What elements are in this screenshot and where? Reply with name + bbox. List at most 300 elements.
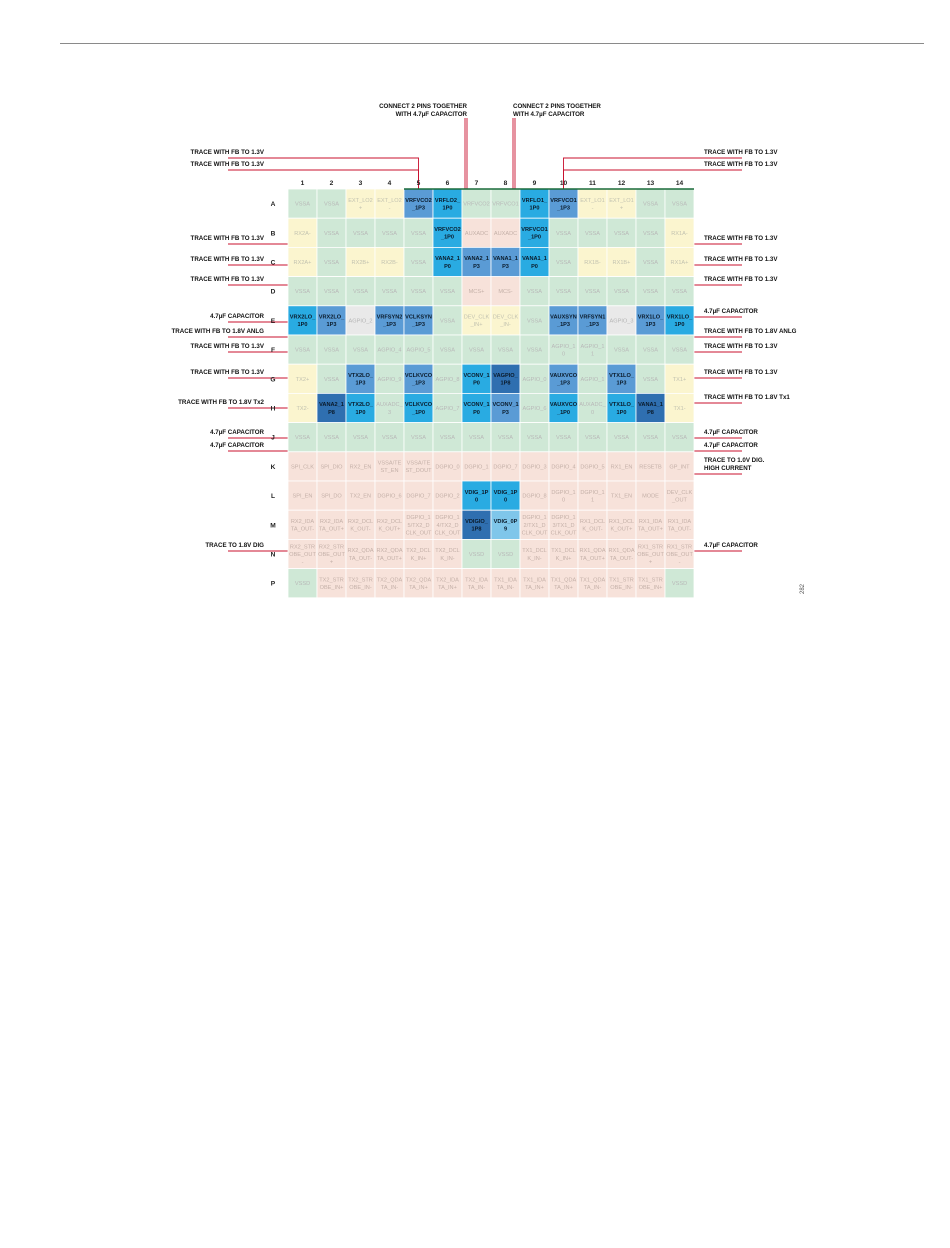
pin-label: TA_IN+ bbox=[438, 585, 457, 591]
pin-label: OBE_OUT bbox=[637, 552, 664, 558]
pin-label: _1P3 bbox=[556, 380, 571, 387]
pin-cell bbox=[491, 218, 520, 247]
pin-cell bbox=[578, 364, 607, 393]
pin-cell bbox=[491, 423, 520, 452]
pin-label: RX1_STR bbox=[666, 544, 693, 551]
pin-cell bbox=[578, 539, 607, 568]
pin-cell bbox=[404, 306, 433, 335]
pin-label: ST_EN bbox=[380, 468, 399, 475]
pin-cell bbox=[288, 452, 317, 481]
row-header: G bbox=[270, 376, 276, 384]
pin-label: DEV_CLK bbox=[463, 314, 490, 321]
pin-label: VSSA bbox=[672, 347, 687, 354]
pin-cell bbox=[433, 247, 462, 276]
column-header: 3 bbox=[358, 180, 363, 187]
pin-cell bbox=[375, 452, 404, 481]
pin-label: TA_OUT+ bbox=[377, 555, 402, 562]
pin-cell bbox=[433, 189, 462, 218]
pin-label: VSSA bbox=[440, 347, 455, 354]
pin-label: TX2_DCL bbox=[435, 548, 460, 555]
pin-label: TA_IN- bbox=[496, 585, 515, 591]
pin-label: VRX1LO_ bbox=[637, 314, 664, 321]
pin-cell bbox=[665, 189, 694, 218]
pin-cell bbox=[578, 218, 607, 247]
pin-cell bbox=[404, 481, 433, 510]
pin-cell bbox=[607, 364, 636, 393]
pin-label: 1P0 bbox=[297, 322, 308, 329]
pin-label: TA_OUT- bbox=[290, 526, 315, 533]
pin-label: 2/TX1_D bbox=[523, 522, 546, 529]
column-header: 11 bbox=[589, 180, 596, 187]
pin-label: K_OUT+ bbox=[378, 526, 401, 533]
callout-label: 4.7µF CAPACITOR bbox=[210, 429, 264, 436]
pin-label: TX1_STR bbox=[638, 577, 663, 584]
pin-label: VTX1LO_ bbox=[609, 373, 634, 379]
pin-cell bbox=[607, 423, 636, 452]
pin-label: VRFSYN2 bbox=[376, 314, 403, 321]
pin-label: _IN- bbox=[500, 322, 511, 329]
pin-label: VDIG_0P bbox=[493, 519, 518, 525]
pin-cell bbox=[462, 335, 491, 364]
pin-label: DGPIO_7 bbox=[406, 493, 431, 500]
pin-label: AUXADC bbox=[464, 230, 489, 237]
pin-cell bbox=[491, 189, 520, 218]
pin-label: K_OUT- bbox=[582, 526, 603, 533]
pin-label: TA_IN+ bbox=[554, 585, 573, 591]
pin-label: VSSA bbox=[585, 230, 600, 237]
pin-cell bbox=[346, 247, 375, 276]
pin-cell bbox=[636, 481, 665, 510]
pin-label: RX1_IDA bbox=[667, 519, 692, 525]
pin-label: VCLKVCO bbox=[404, 402, 433, 409]
pin-label: VANA2_1 bbox=[435, 256, 460, 263]
pin-cell bbox=[375, 393, 404, 422]
pin-label: AGPIO_1 bbox=[580, 376, 605, 383]
pin-cell bbox=[549, 481, 578, 510]
pin-label: + bbox=[329, 559, 334, 566]
pin-cell bbox=[636, 306, 665, 335]
pin-label: VSSA bbox=[643, 376, 658, 383]
pin-label: 1P8 bbox=[471, 526, 482, 533]
pin-label: VAUXVCO bbox=[549, 373, 578, 379]
column-header: 8 bbox=[503, 180, 508, 187]
pin-label: VSSA bbox=[498, 435, 513, 442]
pin-label: VSSA bbox=[411, 230, 426, 237]
pin-label: 0 bbox=[590, 409, 595, 416]
pin-cell bbox=[665, 335, 694, 364]
pin-label: _IN+ bbox=[470, 322, 483, 329]
pin-cell bbox=[578, 335, 607, 364]
pin-label: TA_OUT+ bbox=[638, 526, 663, 533]
pin-label: TA_OUT- bbox=[667, 526, 692, 533]
pin-label: RX1_EN bbox=[610, 464, 633, 471]
pin-label: _1P3 bbox=[556, 205, 571, 212]
pin-label: TX2- bbox=[296, 406, 309, 412]
column-header: 10 bbox=[559, 180, 568, 187]
pin-label: RX1A+ bbox=[670, 260, 689, 266]
pin-cell bbox=[636, 218, 665, 247]
callout-label: TRACE WITH FB TO 1.3V bbox=[704, 256, 778, 263]
pin-label: DEV_CLK bbox=[666, 489, 693, 496]
pin-cell bbox=[375, 364, 404, 393]
pin-cell bbox=[433, 423, 462, 452]
pin-label: VSSD bbox=[497, 552, 514, 558]
pin-cell bbox=[346, 452, 375, 481]
pin-cell bbox=[520, 393, 549, 422]
pin-cell bbox=[317, 569, 346, 598]
pin-label: VSSA bbox=[295, 289, 310, 296]
pin-cell bbox=[288, 393, 317, 422]
pin-label: VRFVCO2 bbox=[434, 227, 461, 233]
callout-label: TRACE WITH FB TO 1.3V bbox=[190, 161, 264, 168]
pin-cell bbox=[317, 335, 346, 364]
pin-label: DGPIO_4 bbox=[551, 464, 576, 471]
top-callout-line2: WITH 4.7µF CAPACITOR bbox=[513, 111, 585, 118]
callout-label: TRACE WITH FB TO 1.8V ANLG bbox=[171, 328, 264, 335]
pin-label: VRFSYN1 bbox=[579, 314, 606, 321]
pin-cell bbox=[317, 306, 346, 335]
pin-cell bbox=[636, 247, 665, 276]
pin-cell bbox=[520, 277, 549, 306]
pin-label: TX1- bbox=[673, 406, 686, 412]
pin-label: P8 bbox=[328, 409, 335, 416]
pin-cell bbox=[288, 335, 317, 364]
pin-cell bbox=[549, 364, 578, 393]
pin-label: AGPIO_1 bbox=[551, 343, 576, 350]
pin-label: K_OUT+ bbox=[610, 526, 633, 533]
pin-label: AGPIO_2 bbox=[348, 318, 373, 325]
pin-cell bbox=[404, 539, 433, 568]
pin-cell bbox=[317, 247, 346, 276]
pin-label: + bbox=[648, 559, 653, 566]
pin-label: TA_IN- bbox=[467, 585, 486, 591]
pin-label: RX2_STR bbox=[289, 544, 316, 551]
pin-cell bbox=[346, 423, 375, 452]
pin-cell bbox=[665, 569, 694, 598]
pin-label: TA_OUT+ bbox=[580, 555, 605, 562]
pin-label: VSSA bbox=[643, 347, 658, 354]
pin-label: CLK_OUT bbox=[521, 530, 548, 537]
pin-label: CLK_OUT bbox=[550, 530, 577, 537]
pin-cell bbox=[433, 393, 462, 422]
pin-cell bbox=[636, 364, 665, 393]
pin-cell bbox=[317, 218, 346, 247]
pin-cell bbox=[549, 569, 578, 598]
pin-label: VSSA bbox=[672, 201, 687, 208]
row-header: A bbox=[270, 201, 276, 209]
pin-label: 9 bbox=[503, 526, 508, 533]
pin-label: RX2_IDA bbox=[290, 519, 315, 525]
pin-label: OBE_IN+ bbox=[319, 585, 344, 591]
pin-label: DGPIO_8 bbox=[522, 493, 547, 500]
top-callout-line1: CONNECT 2 PINS TOGETHER bbox=[513, 103, 601, 110]
pin-cell bbox=[317, 481, 346, 510]
pin-label: 0 bbox=[474, 497, 479, 504]
pin-cell bbox=[317, 393, 346, 422]
pin-cell bbox=[491, 306, 520, 335]
pin-label: VANA1_1 bbox=[493, 256, 518, 263]
callout-label: TRACE WITH FB TO 1.3V bbox=[190, 343, 264, 350]
pin-cell bbox=[665, 306, 694, 335]
pin-label: VSSA bbox=[382, 230, 397, 237]
pin-label: RX1A- bbox=[671, 230, 688, 237]
pin-cell bbox=[317, 277, 346, 306]
pin-label: TA_IN+ bbox=[409, 585, 428, 591]
pin-cell bbox=[462, 452, 491, 481]
pin-label: EXT_LO2 bbox=[377, 197, 402, 204]
pin-cell bbox=[317, 189, 346, 218]
pin-label: ST_DOUT bbox=[405, 468, 432, 475]
row-header: E bbox=[270, 317, 276, 325]
pin-label: TX1_IDA bbox=[523, 577, 546, 584]
pin-cell bbox=[433, 481, 462, 510]
pin-cell bbox=[433, 335, 462, 364]
pin-label: VSSA bbox=[411, 289, 426, 296]
column-header: 5 bbox=[416, 180, 421, 187]
column-header: 12 bbox=[617, 180, 626, 187]
pin-label: SPI_EN bbox=[292, 493, 313, 500]
pin-cell bbox=[288, 481, 317, 510]
pin-label: MCS+ bbox=[468, 289, 485, 296]
pin-cell bbox=[404, 510, 433, 539]
pin-label: TA_IN- bbox=[583, 585, 602, 591]
pin-cell bbox=[549, 452, 578, 481]
callout-label: TRACE WITH FB TO 1.8V Tx2 bbox=[178, 399, 264, 406]
pin-label: VSSA bbox=[643, 260, 658, 266]
pin-label: VSSA bbox=[469, 347, 484, 354]
pin-label: P0 bbox=[444, 263, 451, 270]
pin-label: VCONV_1 bbox=[463, 402, 490, 409]
pin-label: VSSA bbox=[614, 289, 629, 296]
pin-cell bbox=[433, 306, 462, 335]
pin-cell bbox=[607, 393, 636, 422]
pin-cell bbox=[346, 481, 375, 510]
pin-label: VAGPIO_ bbox=[493, 373, 518, 379]
pin-cell bbox=[491, 452, 520, 481]
callout-label: TRACE WITH FB TO 1.3V bbox=[190, 256, 264, 263]
pin-cell bbox=[462, 510, 491, 539]
pin-label: VSSA bbox=[382, 435, 397, 442]
pin-label: VCLKVCO bbox=[404, 373, 433, 379]
callout-label: TRACE WITH FB TO 1.8V Tx1 bbox=[704, 394, 790, 401]
pin-cell bbox=[404, 364, 433, 393]
pin-cell bbox=[346, 393, 375, 422]
pin-label: RX2_IDA bbox=[319, 519, 344, 525]
pin-label: VSSA bbox=[643, 230, 658, 237]
pin-cell bbox=[404, 277, 433, 306]
pin-cell bbox=[375, 218, 404, 247]
pin-label: EXT_LO1 bbox=[609, 197, 634, 204]
pin-label: TX2_STR bbox=[319, 577, 344, 584]
pin-cell bbox=[346, 364, 375, 393]
column-header: 13 bbox=[646, 180, 655, 187]
pin-label: VSSA bbox=[440, 435, 455, 442]
pin-cell bbox=[520, 423, 549, 452]
callout-label: TRACE WITH FB TO 1.3V bbox=[704, 276, 778, 283]
pin-cell bbox=[636, 539, 665, 568]
pin-cell bbox=[433, 452, 462, 481]
pin-label: OBE_OUT bbox=[318, 552, 345, 558]
pin-label: AGPIO_0 bbox=[522, 376, 547, 383]
pin-label: VSSA bbox=[295, 435, 310, 442]
pin-label: 1 bbox=[590, 497, 595, 504]
pin-label: VSSA bbox=[614, 230, 629, 237]
pin-label: + bbox=[619, 205, 624, 212]
pin-cell bbox=[607, 539, 636, 568]
pin-cell bbox=[433, 364, 462, 393]
pin-cell bbox=[549, 189, 578, 218]
pin-cell bbox=[520, 510, 549, 539]
pin-cell bbox=[520, 539, 549, 568]
pin-cell bbox=[288, 569, 317, 598]
pin-cell bbox=[462, 189, 491, 218]
callout-label: TRACE WITH FB TO 1.3V bbox=[704, 149, 778, 156]
pin-cell bbox=[491, 393, 520, 422]
pin-label: VSSA bbox=[556, 260, 571, 266]
callout-label: TRACE TO 1.0V DIG. bbox=[704, 457, 765, 464]
pin-cell bbox=[404, 335, 433, 364]
pin-label: VSSA bbox=[469, 435, 484, 442]
pin-label: RX1_QDA bbox=[579, 548, 606, 555]
callout-label: 4.7µF CAPACITOR bbox=[704, 542, 758, 549]
pin-cell bbox=[607, 335, 636, 364]
pin-cell bbox=[288, 247, 317, 276]
pin-cell bbox=[404, 569, 433, 598]
pin-cell bbox=[346, 335, 375, 364]
pin-label: _1P3 bbox=[585, 322, 600, 329]
pin-cell bbox=[578, 481, 607, 510]
pin-cell bbox=[462, 277, 491, 306]
pin-cell bbox=[288, 306, 317, 335]
pin-label: VSSA bbox=[382, 289, 397, 296]
pin-label: RX2_EN bbox=[349, 464, 372, 471]
pin-label: VSSA bbox=[295, 201, 310, 208]
pin-label: VSSA bbox=[585, 289, 600, 296]
pin-cell bbox=[549, 277, 578, 306]
pin-label: K_IN- bbox=[440, 555, 455, 562]
pin-label: TA_OUT- bbox=[348, 555, 373, 562]
pin-label: RX2_STR bbox=[318, 544, 345, 551]
pin-cell bbox=[375, 569, 404, 598]
pin-cell bbox=[491, 569, 520, 598]
pin-label: TX1_EN bbox=[610, 493, 633, 500]
pin-label: VSSA bbox=[556, 289, 571, 296]
pin-cell bbox=[375, 247, 404, 276]
pin-cell bbox=[375, 335, 404, 364]
pin-label: VSSA bbox=[498, 347, 513, 354]
pin-label: _OUT bbox=[672, 497, 687, 504]
pin-cell bbox=[578, 452, 607, 481]
pin-cell bbox=[375, 510, 404, 539]
pin-label: DGPIO_0 bbox=[435, 464, 460, 471]
pin-cell bbox=[288, 510, 317, 539]
pin-label: VSSA bbox=[585, 435, 600, 442]
pin-label: VSSA bbox=[672, 435, 687, 442]
pin-label: TX2_IDA bbox=[465, 577, 488, 584]
callout-label: 4.7µF CAPACITOR bbox=[210, 313, 264, 320]
row-header: M bbox=[270, 522, 276, 530]
top-callout-line1: CONNECT 2 PINS TOGETHER bbox=[379, 103, 467, 110]
pin-label: VSSA bbox=[672, 289, 687, 296]
pin-label: SPI_CLK bbox=[290, 464, 315, 471]
pin-label: AGPIO_5 bbox=[406, 347, 431, 354]
pin-label: VTX2LO_ bbox=[348, 402, 373, 409]
pin-cell bbox=[520, 481, 549, 510]
pin-label: _1P0 bbox=[556, 409, 571, 416]
pin-label: VANA1_1 bbox=[522, 256, 547, 263]
pin-cell bbox=[375, 539, 404, 568]
pin-label: TA_OUT+ bbox=[319, 526, 344, 533]
pin-label: VRFLO2_ bbox=[434, 197, 461, 204]
pin-cell bbox=[404, 423, 433, 452]
pin-cell bbox=[665, 277, 694, 306]
pin-cell bbox=[317, 364, 346, 393]
pin-label: SPI_DO bbox=[321, 493, 342, 500]
pin-label: VSSA bbox=[643, 435, 658, 442]
pin-label: AGPIO_8 bbox=[435, 376, 460, 383]
pin-cell bbox=[462, 423, 491, 452]
pin-label: VSSA bbox=[353, 230, 368, 237]
pin-label: TX2_QDA bbox=[376, 577, 403, 584]
pin-label: TX2_DCL bbox=[406, 548, 431, 555]
pin-label: RX1B- bbox=[584, 260, 601, 266]
pin-label: RX2_DCL bbox=[376, 519, 403, 525]
pin-cell bbox=[462, 247, 491, 276]
pin-label: VTX1LO_ bbox=[609, 402, 634, 409]
callout-label: TRACE WITH FB TO 1.3V bbox=[704, 161, 778, 168]
pin-label: VRX2LO_ bbox=[289, 314, 316, 321]
pin-cell bbox=[491, 364, 520, 393]
pin-label: VSSA/TE bbox=[377, 460, 402, 467]
pin-label: AGPIO_6 bbox=[522, 406, 547, 412]
callout-label: TRACE WITH FB TO 1.3V bbox=[190, 276, 264, 283]
pin-label: VSSA bbox=[411, 260, 426, 266]
pin-cell bbox=[665, 539, 694, 568]
pin-label: VSSA bbox=[527, 347, 542, 354]
pin-cell bbox=[636, 423, 665, 452]
pin-label: VSSD bbox=[294, 581, 311, 588]
pin-label: RESETB bbox=[639, 464, 662, 471]
pin-label: AGPIO_1 bbox=[580, 343, 605, 350]
pin-label: VRFVCO1 bbox=[550, 197, 577, 204]
pin-label: DGPIO_1 bbox=[522, 515, 547, 522]
column-header: 14 bbox=[675, 180, 684, 187]
pin-cell bbox=[578, 393, 607, 422]
pin-cell bbox=[549, 335, 578, 364]
pin-label: 1P0 bbox=[355, 409, 366, 416]
pin-label: TX1_DCL bbox=[551, 548, 576, 555]
pin-label: EXT_LO1 bbox=[580, 197, 605, 204]
pin-label: P8 bbox=[647, 409, 654, 416]
pin-label: 4/TX2_D bbox=[436, 522, 459, 529]
pin-cell bbox=[578, 247, 607, 276]
pin-cell bbox=[636, 452, 665, 481]
pin-label: VSSA bbox=[527, 289, 542, 296]
pin-label: TA_OUT- bbox=[609, 555, 634, 562]
pin-cell bbox=[404, 393, 433, 422]
pin-label: TX1_QDA bbox=[579, 577, 606, 584]
pin-label: VCONV_1 bbox=[492, 402, 519, 409]
pin-cell bbox=[462, 569, 491, 598]
pin-label: _1P0 bbox=[411, 409, 426, 416]
pin-cell bbox=[549, 393, 578, 422]
pin-label: 0 bbox=[561, 351, 566, 358]
callout-label: TRACE WITH FB TO 1.3V bbox=[704, 235, 778, 242]
pin-label: VSSA bbox=[295, 347, 310, 354]
pin-label: 3/TX1_D bbox=[552, 522, 575, 529]
pin-label: AGPIO_4 bbox=[377, 347, 402, 354]
pin-label: VRFVCO1 bbox=[492, 201, 519, 208]
